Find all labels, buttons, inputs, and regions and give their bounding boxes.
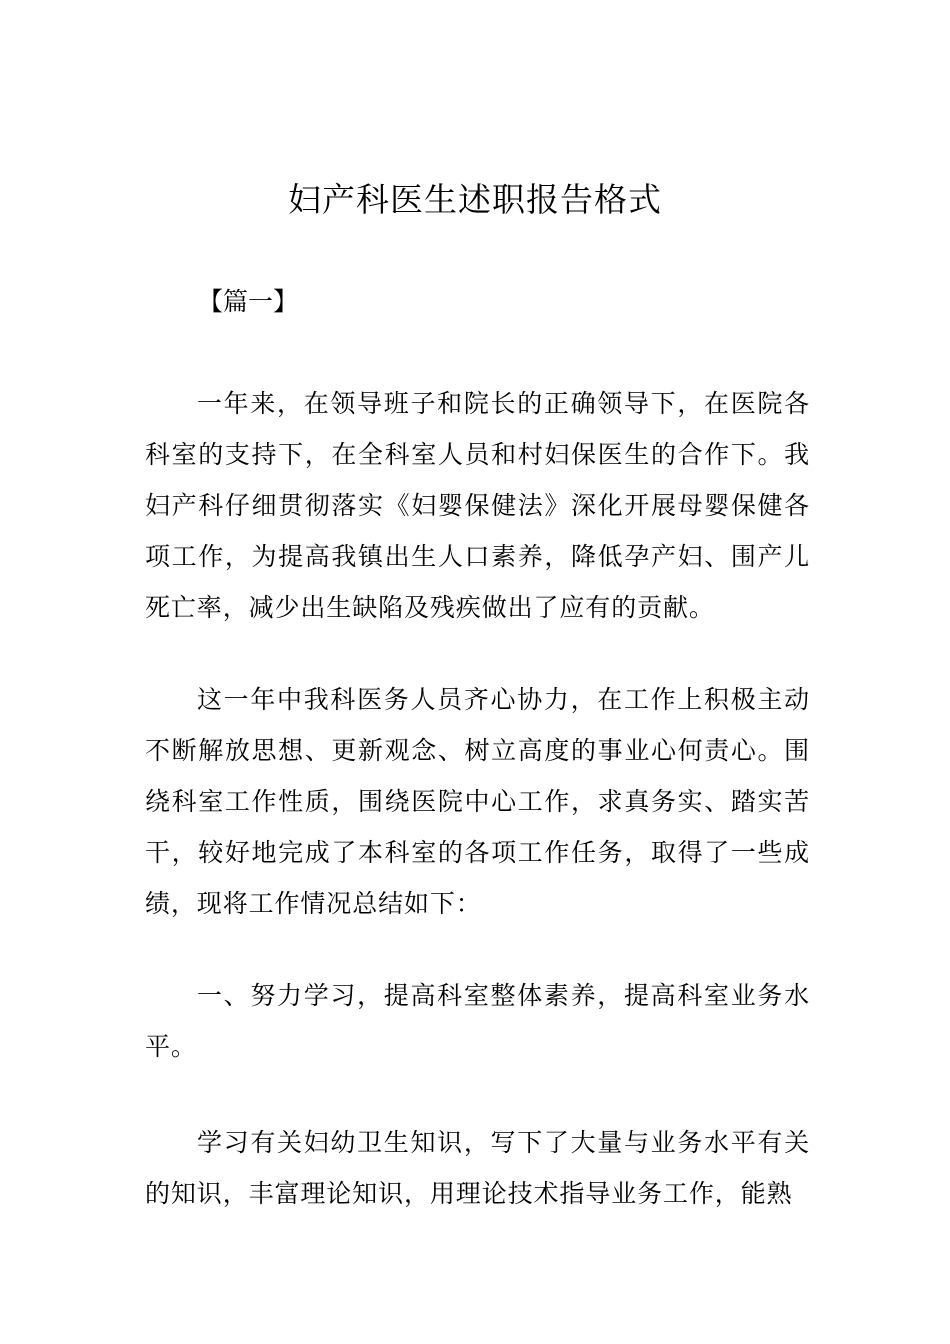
paragraph: 这一年中我科医务人员齐心协力，在工作上积极主动不断解放思想、更新观念、树立高度的事业心何责心。围绕科室工作性质，围绕医院中心工作，求真务实、踏实苦干，较好地完成了本科室的各项工作任务，取得了一些成绩，现将工作情况总结如下： bbox=[145, 685, 810, 918]
paragraph: 学习有关妇幼卫生知识，写下了大量与业务水平有关的知识，丰富理论知识，用理论技术指导业务工作，能熟 bbox=[145, 1128, 810, 1208]
section-marker: 【篇一】 bbox=[198, 287, 299, 316]
paragraph: 一、努力学习，提高科室整体素养，提高科室业务水平。 bbox=[145, 981, 810, 1061]
document-title: 妇产科医生述职报告格式 bbox=[288, 180, 662, 219]
paragraph: 一年来，在领导班子和院长的正确领导下，在医院各科室的支持下，在全科室人员和村妇保医生的合作下。我妇产科仔细贯彻落实《妇婴保健法》深化开展母婴保健各项工作，为提高我镇出生人口素养，降低孕产妇、围产儿死亡率，减少出生缺陷及残疾做出了应有的贡献。 bbox=[145, 389, 810, 622]
